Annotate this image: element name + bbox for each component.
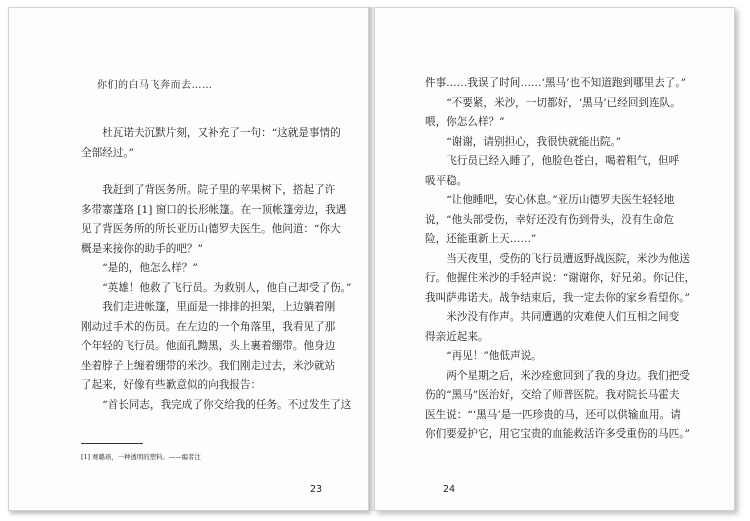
- paragraph: [81, 298, 356, 396]
- text-line: “谢谢，请别担心，我很快就能出院。”: [446, 135, 622, 148]
- text-line: “英雄！他救了飞行员。为救别人，他自己却受了伤。”: [102, 281, 352, 294]
- text-line: 见了背医务所的所长亚历山德罗夫医生。他问道：“你大: [81, 223, 341, 235]
- text-line: “不要紧，米沙，一切都好，‘黑马’已经回到连队。: [446, 96, 681, 109]
- footnote-divider: [81, 443, 143, 444]
- text-line: 你们要爱护它，用它宝贵的血能救活许多受重伤的马匹。”: [425, 428, 690, 440]
- text-line: 伤的“黑马”医治好，交给了师普医院。我对院长马霍夫: [425, 389, 680, 401]
- paragraph: [81, 181, 356, 259]
- paragraph: [81, 124, 356, 163]
- paragraph: [425, 250, 718, 309]
- paragraph: [425, 94, 718, 133]
- text-line: 多带寨蓬珞 [1] 窗口的长形帐篷。在一顶帐篷旁边，我遇: [81, 203, 347, 216]
- text-line: 我们走进帐篷，里面是一排排的担架，上边躺着刚: [102, 301, 336, 313]
- text-line: “让他睡吧，安心休息。”亚历山德罗夫医生轻轻地: [446, 194, 675, 206]
- text-line: 坐着脖子上缠着绷带的米沙。我们刚走过去，米沙就站: [81, 359, 336, 372]
- text-line: 件事……我误了时间……‘黑马’也不知道跑到哪里去了。”: [425, 77, 687, 89]
- text-line: 当天夜里，受伤的飞行员遭返野战医院，米沙为他送: [446, 252, 690, 265]
- paragraph: [425, 191, 718, 250]
- text-line: “再见！”他低声说。: [446, 350, 542, 362]
- text-line: 杜瓦诺夫沉默片刻，又补充了一句：“这就是事情的: [102, 127, 341, 139]
- text-line: 险，还能重新上天……”: [425, 233, 537, 245]
- paragraph: [425, 367, 718, 445]
- paragraph: [425, 308, 718, 347]
- text-line: 刚动过手术的伤员。在左边的一个角落里，我看见了那: [81, 320, 336, 333]
- paragraph: [425, 152, 718, 191]
- text-line: 行。他握住米沙的手轻声说：“谢谢你，好兄弟。你记住，: [425, 272, 696, 284]
- page-heading: 你们的白马飞奔而去……: [97, 80, 213, 91]
- text-line: 喂，你怎么样？”: [425, 116, 505, 128]
- text-line: 飞行员已经入睡了，他脸色苍白，喝着粗气，但呼: [446, 155, 680, 167]
- page-number: 24: [443, 484, 456, 495]
- paragraph: [81, 259, 356, 279]
- paragraph: [425, 74, 718, 94]
- text-line: “是的，他怎么样？”: [102, 262, 198, 274]
- text-line: 个年轻的飞行员。他面孔黝黑，头上裹着绷带。他身边: [81, 340, 336, 352]
- right-page: [374, 7, 735, 511]
- text-line: 了起来，好像有些歉意似的向我报告：: [81, 379, 262, 391]
- text-line: 米沙没有作声。共同遭遇的灾难使人们互相之间变: [446, 311, 680, 323]
- footnote: [1] 赛璐珞，一种透明的塑料。——编者注: [81, 453, 201, 461]
- text-line: 吸平稳。: [425, 174, 468, 187]
- paragraph: [81, 396, 356, 416]
- left-page-body: [81, 124, 356, 415]
- text-line: 两个星期之后，米沙痊愈回到了我的身边。我们把受: [446, 369, 690, 382]
- right-page-body: [425, 74, 718, 445]
- text-line: “首长同志，我完成了你交给我的任务。不过发生了这: [102, 398, 352, 411]
- paragraph: [81, 279, 356, 299]
- text-line: 得亲近起来。: [425, 330, 489, 343]
- page-number: 23: [310, 484, 323, 495]
- text-line: 我赶到了背医务所。院子里的苹果树下，搭起了许: [102, 184, 336, 196]
- text-line: 全部经过。”: [81, 146, 135, 159]
- text-line: 医生说：“‘黑马’是一匹珍贵的马，还可以供输血用。请: [425, 408, 681, 421]
- text-line: 说，“他头部受伤，幸好还没有伤到骨头，没有生命危: [425, 213, 675, 226]
- left-page: [8, 7, 369, 511]
- paragraph: [425, 133, 718, 153]
- text-line: 概是来接你的助手的吧？”: [81, 242, 203, 255]
- paragraph: [425, 347, 718, 367]
- text-line: 我叫萨弗诺夫。战争结束后，我一定去你的家乡看望你。”: [425, 291, 690, 304]
